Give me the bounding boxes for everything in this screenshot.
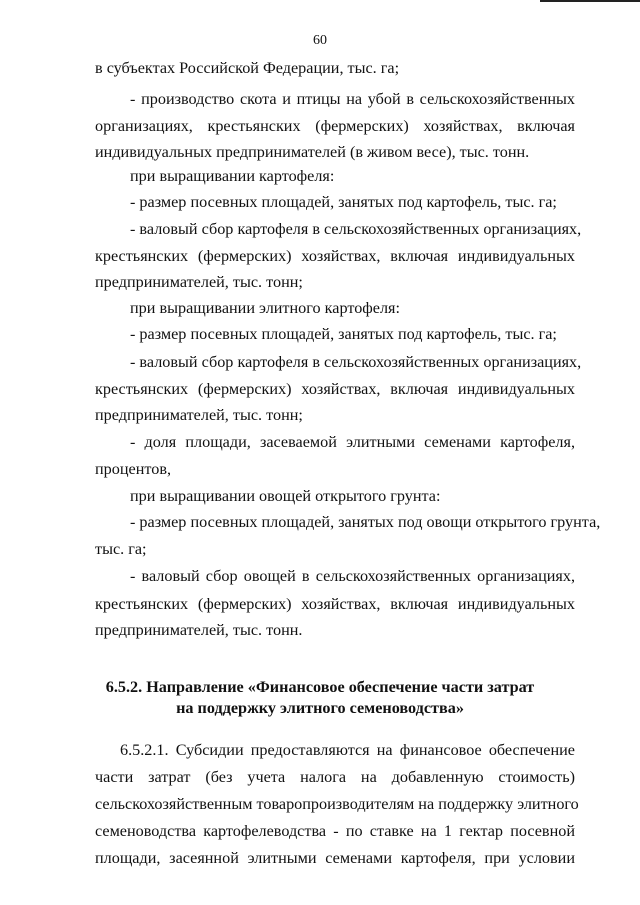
text-line: - доля площади, засеваемой элитными семенами картофеля,: [130, 433, 575, 451]
text-line: предпринимателей, тыс. тонн.: [95, 621, 303, 639]
text-line: - производство скота и птицы на убой в сельскохозяйственных: [130, 90, 575, 108]
paragraph-line: части затрат (без учета налога на добавленную стоимость): [95, 768, 575, 786]
text-line: крестьянских (фермерских) хозяйствах, включая индивидуальных: [95, 595, 575, 613]
text-line: - валовый сбор картофеля в сельскохозяйственных организациях,: [130, 220, 582, 238]
section-heading-line-2: на поддержку элитного семеноводства»: [176, 699, 464, 717]
text-line: тыс. га;: [95, 540, 147, 558]
paragraph-line: площади, засеянной элитными семенами картофеля, при условии: [95, 849, 575, 867]
text-line: - размер посевных площадей, занятых под овощи открытого грунта,: [130, 513, 601, 531]
text-line: индивидуальных предпринимателей (в живом весе), тыс. тонн.: [95, 143, 530, 161]
text-line: крестьянских (фермерских) хозяйствах, включая индивидуальных: [95, 247, 575, 265]
text-line: процентов,: [95, 460, 172, 478]
text-line: при выращивании овощей открытого грунта:: [130, 487, 441, 505]
text-line: крестьянских (фермерских) хозяйствах, включая индивидуальных: [95, 380, 575, 398]
text-line: - валовый сбор овощей в сельскохозяйственных организациях,: [130, 567, 575, 585]
text-line: - размер посевных площадей, занятых под картофель, тыс. га;: [130, 325, 557, 343]
text-line: в субъектах Российской Федерации, тыс. га;: [95, 59, 400, 77]
section-heading-line-1: 6.5.2. Направление «Финансовое обеспечение части затрат: [105, 678, 535, 696]
paragraph-line: сельскохозяйственным товаропроизводителям на поддержку элитного: [95, 795, 579, 813]
text-line: - валовый сбор картофеля в сельскохозяйственных организациях,: [130, 353, 582, 371]
text-line: предпринимателей, тыс. тонн;: [95, 273, 303, 291]
top-rule: [540, 0, 640, 2]
paragraph-line: семеноводства картофелеводства - по ставке на 1 гектар посевной: [95, 822, 575, 840]
paragraph-line: 6.5.2.1. Субсидии предоставляются на финансовое обеспечение: [120, 741, 575, 759]
text-line: предпринимателей, тыс. тонн;: [95, 406, 303, 424]
text-line: организациях, крестьянских (фермерских) хозяйствах, включая: [95, 117, 575, 135]
text-line: - размер посевных площадей, занятых под картофель, тыс. га;: [130, 193, 557, 211]
page-number: 60: [313, 33, 327, 48]
text-line: при выращивании картофеля:: [130, 167, 335, 185]
text-line: при выращивании элитного картофеля:: [130, 299, 400, 317]
